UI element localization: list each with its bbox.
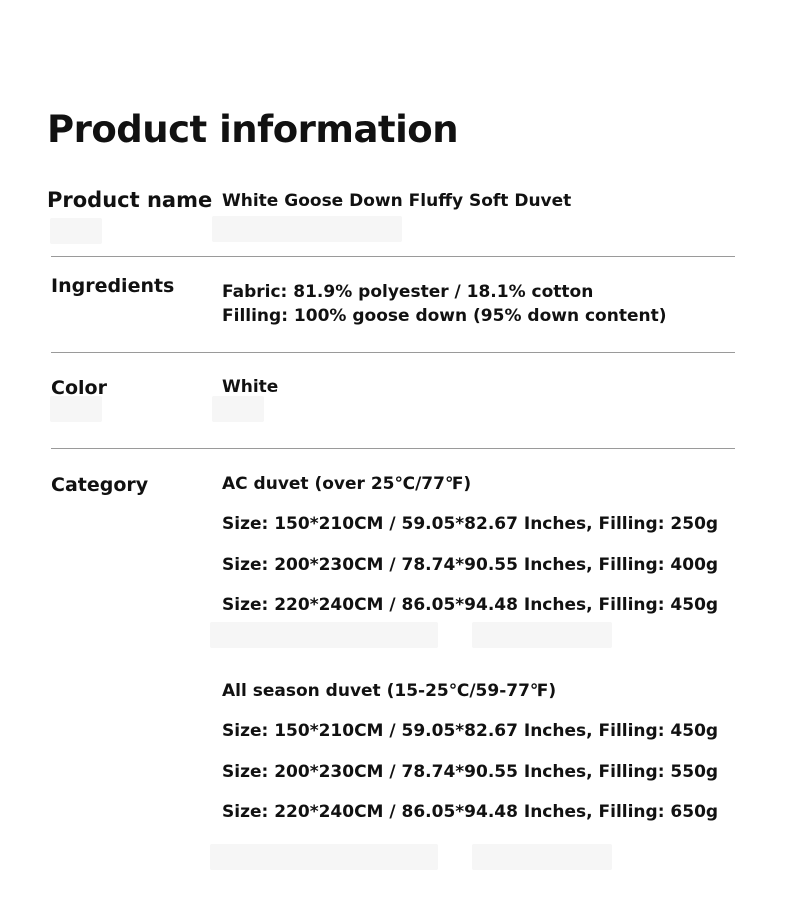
size-line: Size: 200*230CM / 78.74*90.55 Inches, Filling: 400g: [222, 555, 719, 575]
background-shade: [212, 216, 402, 242]
background-shade: [210, 844, 438, 870]
size-line: Size: 220*240CM / 86.05*94.48 Inches, Filling: 650g: [222, 802, 719, 822]
size-line: Size: 150*210CM / 59.05*82.67 Inches, Filling: 450g: [222, 721, 719, 741]
product-name-value: White Goose Down Fluffy Soft Duvet: [222, 191, 572, 211]
ingredients-fabric: Fabric: 81.9% polyester / 18.1% cotton: [222, 282, 594, 302]
background-shade: [212, 396, 264, 422]
size-line: Size: 150*210CM / 59.05*82.67 Inches, Filling: 250g: [222, 514, 719, 534]
background-shade: [472, 844, 612, 870]
size-line: Size: 200*230CM / 78.74*90.55 Inches, Filling: 550g: [222, 762, 719, 782]
background-shade: [50, 396, 102, 422]
background-shade: [210, 622, 438, 648]
row-divider: [51, 352, 735, 353]
category-group-heading: AC duvet (over 25℃/77℉): [222, 474, 472, 494]
row-divider: [51, 448, 735, 449]
color-value: White: [222, 377, 279, 397]
background-shade: [472, 622, 612, 648]
category-group-heading: All season duvet (15-25℃/59-77℉): [222, 681, 557, 701]
category-label: Category: [51, 474, 149, 496]
ingredients-filling: Filling: 100% goose down (95% down content): [222, 306, 667, 326]
product-name-label: Product name: [47, 188, 213, 212]
background-shade: [50, 218, 102, 244]
size-line: Size: 220*240CM / 86.05*94.48 Inches, Filling: 450g: [222, 595, 719, 615]
row-divider: [51, 256, 735, 257]
color-label: Color: [51, 377, 107, 399]
page-title: Product information: [47, 108, 459, 151]
ingredients-label: Ingredients: [51, 275, 175, 297]
